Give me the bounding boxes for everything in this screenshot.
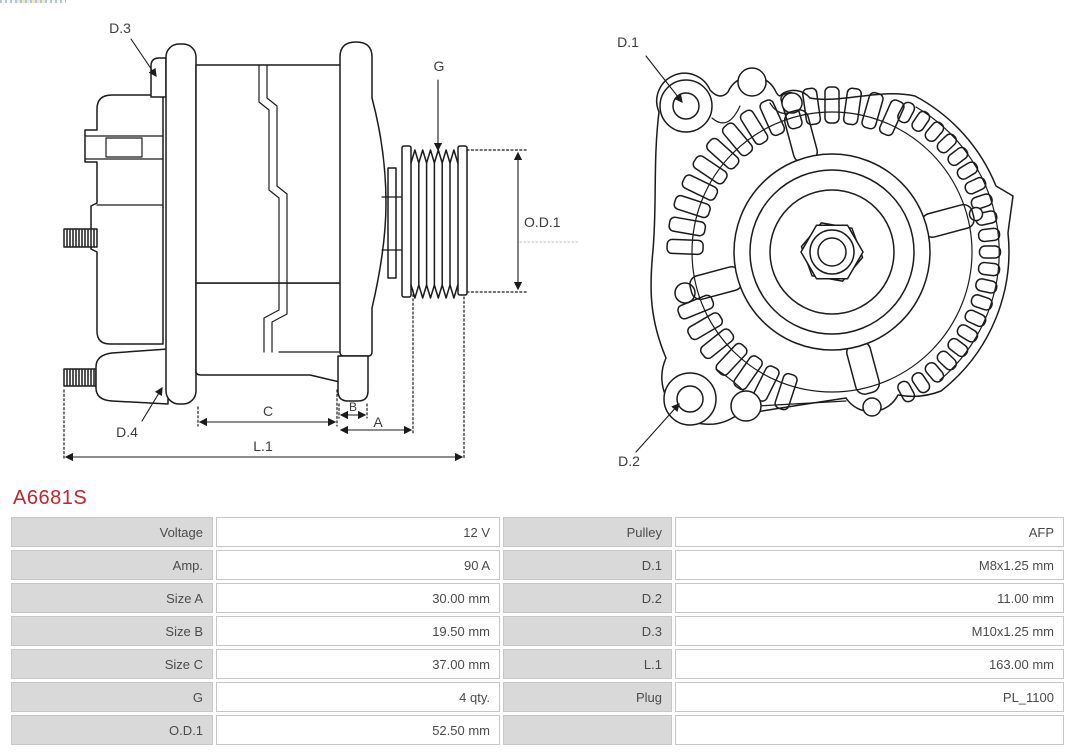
top-hole [738, 68, 766, 96]
label-b: B [348, 400, 358, 414]
spec-value-cell: 11.00 mm [675, 583, 1064, 613]
spec-label-cell: Size C [11, 649, 213, 679]
spec-label-cell: D.3 [503, 616, 672, 646]
shaft-end [818, 238, 846, 266]
spec-label-cell: Size B [11, 616, 213, 646]
shaft [388, 168, 396, 278]
label-od1: O.D.1 [524, 214, 561, 230]
spec-label-cell: L.1 [503, 649, 672, 679]
side-view-drawing [64, 20, 578, 459]
pulley-left-flange [402, 146, 411, 297]
label-c: C [262, 403, 274, 419]
spec-value-cell: M10x1.25 mm [675, 616, 1064, 646]
d1-hole [673, 93, 699, 119]
label-d2: D.2 [618, 453, 640, 469]
rear-mounting-flange [166, 44, 196, 404]
spec-label-cell: Pulley [503, 517, 672, 547]
spec-value-cell: 30.00 mm [216, 583, 500, 613]
terminal-stud-upper [64, 229, 97, 247]
label-d3: D.3 [109, 20, 131, 36]
spec-value-cell: M8x1.25 mm [675, 550, 1064, 580]
label-d1: D.1 [617, 34, 639, 50]
spec-label-cell: D.2 [503, 583, 672, 613]
label-l1: L.1 [253, 438, 273, 454]
spec-value-cell [675, 715, 1064, 745]
pulley-hub [338, 356, 368, 401]
spec-value-cell: 52.50 mm [216, 715, 500, 745]
front-view-drawing [617, 34, 1013, 469]
spec-label-cell [503, 715, 672, 745]
leader-d3 [131, 39, 156, 76]
front-bracket-skirt [196, 283, 344, 383]
part-number-heading: A6681S [13, 487, 88, 509]
spec-label-cell: Amp. [11, 550, 213, 580]
label-g: G [433, 58, 445, 74]
spec-label-cell: O.D.1 [11, 715, 213, 745]
front-mounting-flange [340, 42, 386, 356]
spec-value-cell: 163.00 mm [675, 649, 1064, 679]
spec-label-cell: G [11, 682, 213, 712]
d3-ear [151, 58, 166, 97]
pulley-grooves [411, 150, 458, 298]
label-d4: D.4 [116, 424, 138, 440]
spec-value-cell: 90 A [216, 550, 500, 580]
spec-value-cell: 19.50 mm [216, 616, 500, 646]
tab-hole [863, 398, 881, 416]
spec-value-cell: AFP [675, 517, 1064, 547]
bottom-hole [731, 391, 761, 421]
stator-body [196, 65, 344, 283]
label-a: A [373, 414, 383, 430]
pulley-right-flange [458, 146, 467, 295]
d2-hole [677, 386, 703, 412]
spec-value-cell: 12 V [216, 517, 500, 547]
spec-label-cell: D.1 [503, 550, 672, 580]
regulator-detail [106, 138, 142, 157]
leader-d2 [636, 404, 679, 452]
spec-table [11, 517, 1064, 745]
spec-value-cell: 4 qty. [216, 682, 500, 712]
rear-housing [85, 95, 163, 344]
spec-value-cell: PL_1100 [675, 682, 1064, 712]
spec-label-cell: Plug [503, 682, 672, 712]
spec-label-cell: Voltage [11, 517, 213, 547]
spec-value-cell: 37.00 mm [216, 649, 500, 679]
spec-label-cell: Size A [11, 583, 213, 613]
